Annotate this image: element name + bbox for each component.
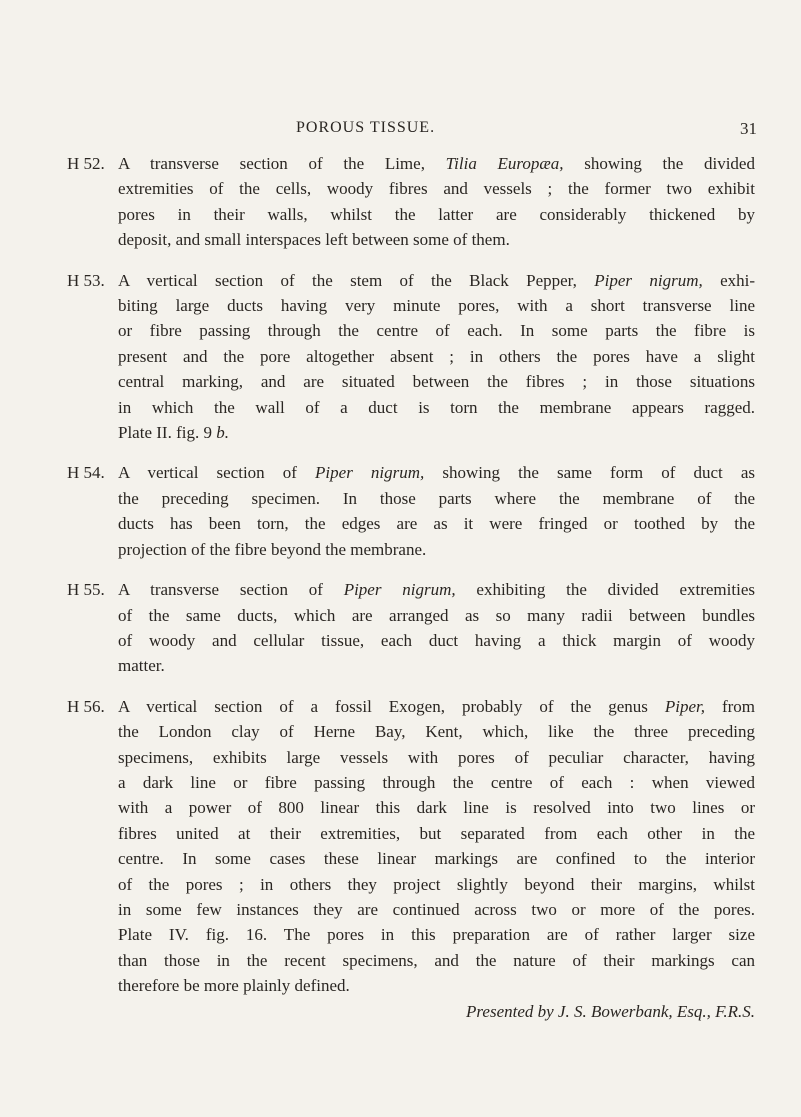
text-line: projection of the fibre beyond the membrane. [118, 539, 427, 559]
text-line: A vertical section of Piper nigrum, showing the same form of duct as [118, 463, 755, 483]
text-line: A vertical section of a fossil Exogen, probably of the genus Piper, from [118, 696, 755, 716]
italic-term: Tilia Europæa, [445, 154, 564, 173]
italic-term: Piper, [664, 696, 705, 716]
entry-description [118, 268, 755, 446]
running-title: POROUS TISSUE. [296, 119, 436, 136]
catalogue-entry [0, 694, 801, 1024]
text-line: Plate II. fig. 9 b. [118, 423, 229, 443]
entry-description [118, 577, 755, 679]
text-line: A transverse section of the Lime, Tilia Europæa, showing the divided [118, 154, 755, 173]
italic-term: Piper nigrum, [315, 463, 425, 483]
text-line: of the pores ; in others they project slightly beyond their margins, whilst [118, 874, 755, 894]
text-line: of woody and cellular tissue, each duct having a thick margin of woody [118, 630, 755, 650]
entry-description [118, 694, 755, 1024]
text-line: pores in their walls, whilst the latter are considerably thickened by [118, 204, 755, 224]
text-line: centre. In some cases these linear markings are confined to the interior [118, 849, 755, 869]
text-line: or fibre passing through the centre of each. In some parts the fibre is [118, 321, 755, 341]
text-line: of the same ducts, which are arranged as so many radii between bundles [118, 605, 755, 625]
text-line: a dark line or fibre passing through the centre of each : when viewed [118, 772, 755, 792]
text-line: ducts has been torn, the edges are as it were fringed or toothed by the [118, 514, 755, 534]
entry-number: H 55. [67, 580, 105, 600]
text-line: in which the wall of a duct is torn the membrane appears ragged. [118, 397, 755, 417]
page-number: 31 [740, 119, 757, 138]
text-line: extremities of the cells, woody fibres and vessels ; the former two exhibit [118, 179, 755, 199]
catalogue-entry [0, 151, 801, 253]
entry-number: H 53. [67, 270, 105, 290]
text-line: biting large ducts having very minute pores, with a short transverse line [118, 296, 755, 316]
entry-description [118, 151, 755, 253]
catalogue-entry [0, 577, 801, 679]
text-line: deposit, and small interspaces left between some of them. [118, 230, 510, 250]
text-line: therefore be more plainly defined. [118, 976, 350, 996]
italic-term: Piper nigrum, [343, 580, 456, 600]
text-line: fibres united at their extremities, but separated from each other in the [118, 823, 755, 843]
text-line: A transverse section of Piper nigrum, exhibiting the divided extremities [118, 580, 755, 600]
text-line: than those in the recent specimens, and the nature of their markings can [118, 950, 755, 970]
catalogue-entry [0, 460, 801, 562]
text-line: the preceding specimen. In those parts where the membrane of the [118, 488, 755, 508]
running-header [0, 119, 801, 143]
text-line: with a power of 800 linear this dark line is resolved into two lines or [118, 798, 755, 818]
text-line: specimens, exhibits large vessels with pores of peculiar character, having [118, 747, 755, 767]
entry-number: H 56. [67, 696, 105, 716]
text-line: in some few instances they are continued across two or more of the pores. [118, 899, 755, 919]
catalogue-entry [0, 268, 801, 446]
catalogue-entries [0, 151, 801, 1039]
entry-number: H 54. [67, 463, 105, 483]
donor-credit: Presented by J. S. Bowerbank, Esq., F.R.S. [466, 1001, 755, 1021]
text-line: central marking, and are situated between the fibres ; in those situations [118, 372, 755, 392]
text-line: Plate IV. fig. 16. The pores in this preparation are of rather larger size [118, 925, 755, 945]
entry-description [118, 460, 755, 562]
text-line: present and the pore altogether absent ; in others the pores have a slight [118, 346, 755, 366]
text-line: A vertical section of the stem of the Black Pepper, Piper nigrum, exhi- [118, 270, 756, 290]
text-line: the London clay of Herne Bay, Kent, which, like the three preceding [118, 722, 755, 742]
italic-term: b. [216, 423, 229, 443]
entry-number: H 52. [67, 154, 105, 173]
italic-term: Piper nigrum, [594, 270, 703, 290]
text-line: matter. [118, 656, 165, 676]
